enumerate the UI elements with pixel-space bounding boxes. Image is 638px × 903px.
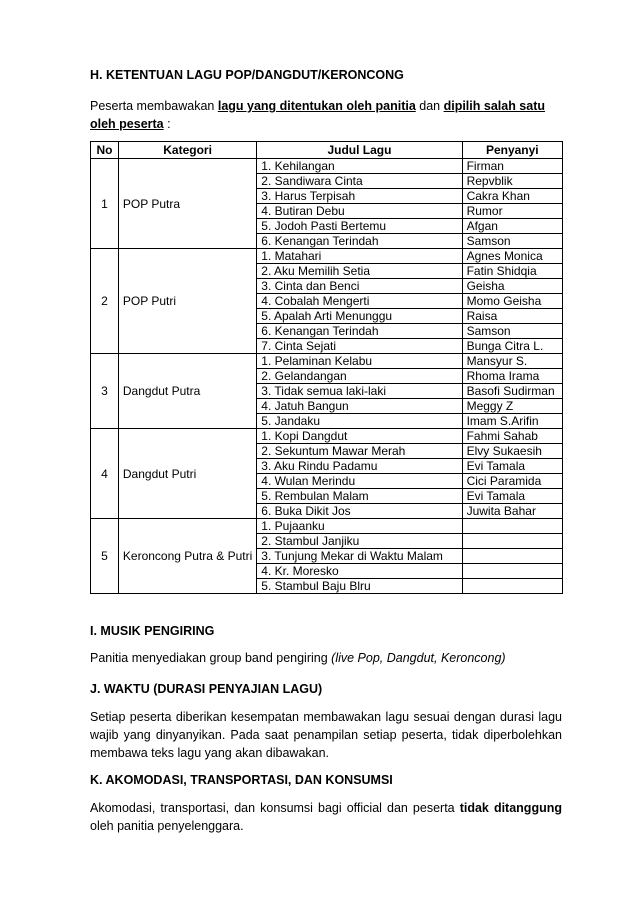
- song-title-cell: 1. Kehilangan: [257, 159, 462, 174]
- song-title-cell: 3. Cinta dan Benci: [257, 279, 462, 294]
- section-i-text-plain: Panitia menyediakan group band pengiring: [90, 651, 332, 665]
- singer-cell: Afgan: [462, 219, 562, 234]
- song-title-cell: 4. Cobalah Mengerti: [257, 294, 462, 309]
- singer-cell: Repvblik: [462, 174, 562, 189]
- song-title-cell: 4. Butiran Debu: [257, 204, 462, 219]
- song-title-cell: 1. Pujaanku: [257, 519, 462, 534]
- row-number: 5: [91, 519, 119, 594]
- singer-cell: Evi Tamala: [462, 489, 562, 504]
- singer-cell: Firman: [462, 159, 562, 174]
- song-table: [90, 141, 563, 594]
- song-title-cell: 5. Apalah Arti Menunggu: [257, 309, 462, 324]
- section-k-title: K. AKOMODASI, TRANSPORTASI, DAN KONSUMSI: [90, 773, 393, 787]
- song-title-cell: 5. Rembulan Malam: [257, 489, 462, 504]
- section-k: [90, 773, 562, 835]
- song-title-cell: 1. Pelaminan Kelabu: [257, 354, 462, 369]
- singer-cell: Imam S.Arifin: [462, 414, 562, 429]
- singer-cell: Cici Paramida: [462, 474, 562, 489]
- section-i-text: [90, 649, 562, 667]
- song-title-cell: 6. Kenangan Terindah: [257, 324, 462, 339]
- header-category: Kategori: [118, 142, 256, 159]
- category-cell: Dangdut Putri: [118, 429, 256, 519]
- singer-cell: Samson: [462, 324, 562, 339]
- song-title-cell: 3. Tunjung Mekar di Waktu Malam: [257, 549, 462, 564]
- category-cell: POP Putra: [118, 159, 256, 249]
- song-title-cell: 3. Aku Rindu Padamu: [257, 459, 462, 474]
- section-j: [90, 682, 562, 762]
- singer-cell: Momo Geisha: [462, 294, 562, 309]
- section-i-title: I. MUSIK PENGIRING: [90, 624, 215, 638]
- song-title-cell: 1. Matahari: [257, 249, 462, 264]
- song-title-cell: 6. Kenangan Terindah: [257, 234, 462, 249]
- singer-cell: Raisa: [462, 309, 562, 324]
- section-j-text: Setiap peserta diberikan kesempatan membawakan lagu sesuai dengan durasi lagu wajib yang dinyanyikan. Pada saat penampilan setiap peserta, tidak diperbolehkan membawa teks lagu yang akan dibawakan.: [90, 710, 562, 760]
- singer-cell: [462, 519, 562, 534]
- song-title-cell: 5. Jandaku: [257, 414, 462, 429]
- intro-text-2: dan: [415, 99, 444, 113]
- singer-cell: Geisha: [462, 279, 562, 294]
- table-row: [91, 519, 563, 534]
- song-title-cell: 7. Cinta Sejati: [257, 339, 462, 354]
- header-singer: Penyanyi: [462, 142, 562, 159]
- song-title-cell: 6. Buka Dikit Jos: [257, 504, 462, 519]
- song-title-cell: 4. Jatuh Bangun: [257, 399, 462, 414]
- intro-bold-2: dipilih salah satu oleh peserta: [90, 99, 546, 131]
- table-row: [91, 429, 563, 444]
- table-header-row: [91, 142, 563, 159]
- section-h-intro: [90, 97, 562, 133]
- song-title-cell: 2. Sandiwara Cinta: [257, 174, 462, 189]
- singer-cell: Agnes Monica: [462, 249, 562, 264]
- table-row: [91, 249, 563, 264]
- singer-cell: Juwita Bahar: [462, 504, 562, 519]
- singer-cell: Elvy Sukaesih: [462, 444, 562, 459]
- header-song: Judul Lagu: [257, 142, 462, 159]
- intro-text-3: :: [163, 117, 171, 131]
- row-number: 3: [91, 354, 119, 429]
- song-title-cell: 2. Aku Memilih Setia: [257, 264, 462, 279]
- song-title-cell: 3. Harus Terpisah: [257, 189, 462, 204]
- table-row: [91, 354, 563, 369]
- row-number: 1: [91, 159, 119, 249]
- intro-bold-1: lagu yang ditentukan oleh panitia: [217, 99, 416, 113]
- singer-cell: Fatin Shidqia: [462, 264, 562, 279]
- category-cell: POP Putri: [118, 249, 256, 354]
- singer-cell: [462, 549, 562, 564]
- category-cell: Keroncong Putra & Putri: [118, 519, 256, 594]
- table-row: [91, 159, 563, 174]
- singer-cell: Basofi Sudirman: [462, 384, 562, 399]
- song-title-cell: 2. Sekuntum Mawar Merah: [257, 444, 462, 459]
- row-number: 4: [91, 429, 119, 519]
- song-title-cell: 2. Gelandangan: [257, 369, 462, 384]
- row-number: 2: [91, 249, 119, 354]
- section-k-text-plain: Akomodasi, transportasi, dan konsumsi bagi official dan peserta: [90, 801, 460, 815]
- song-title-cell: 4. Wulan Merindu: [257, 474, 462, 489]
- category-cell: Dangdut Putra: [118, 354, 256, 429]
- singer-cell: Evi Tamala: [462, 459, 562, 474]
- song-table-body: [91, 159, 563, 594]
- song-title-cell: 1. Kopi Dangdut: [257, 429, 462, 444]
- song-title-cell: 5. Jodoh Pasti Bertemu: [257, 219, 462, 234]
- song-title-cell: 2. Stambul Janjiku: [257, 534, 462, 549]
- singer-cell: [462, 564, 562, 579]
- song-title-cell: 5. Stambul Baju Blru: [257, 579, 462, 594]
- singer-cell: [462, 534, 562, 549]
- singer-cell: Bunga Citra L.: [462, 339, 562, 354]
- section-i: [90, 624, 562, 667]
- singer-cell: [462, 579, 562, 594]
- singer-cell: Rhoma Irama: [462, 369, 562, 384]
- section-h-title: H. KETENTUAN LAGU POP/DANGDUT/KERONCONG: [90, 68, 404, 82]
- singer-cell: Cakra Khan: [462, 189, 562, 204]
- singer-cell: Mansyur S.: [462, 354, 562, 369]
- section-i-text-italic: (live Pop, Dangdut, Keroncong): [331, 651, 506, 665]
- section-k-text: [90, 799, 562, 835]
- song-title-cell: 4. Kr. Moresko: [257, 564, 462, 579]
- singer-cell: Meggy Z: [462, 399, 562, 414]
- intro-text-1: Peserta membawakan: [90, 99, 218, 113]
- section-k-text-end: oleh panitia penyelenggara.: [90, 819, 244, 833]
- singer-cell: Samson: [462, 234, 562, 249]
- singer-cell: Fahmi Sahab: [462, 429, 562, 444]
- header-no: No: [91, 142, 119, 159]
- singer-cell: Rumor: [462, 204, 562, 219]
- section-j-title: J. WAKTU (DURASI PENYAJIAN LAGU): [90, 682, 323, 696]
- section-k-text-bold: tidak ditanggung: [459, 801, 562, 815]
- song-title-cell: 3. Tidak semua laki-laki: [257, 384, 462, 399]
